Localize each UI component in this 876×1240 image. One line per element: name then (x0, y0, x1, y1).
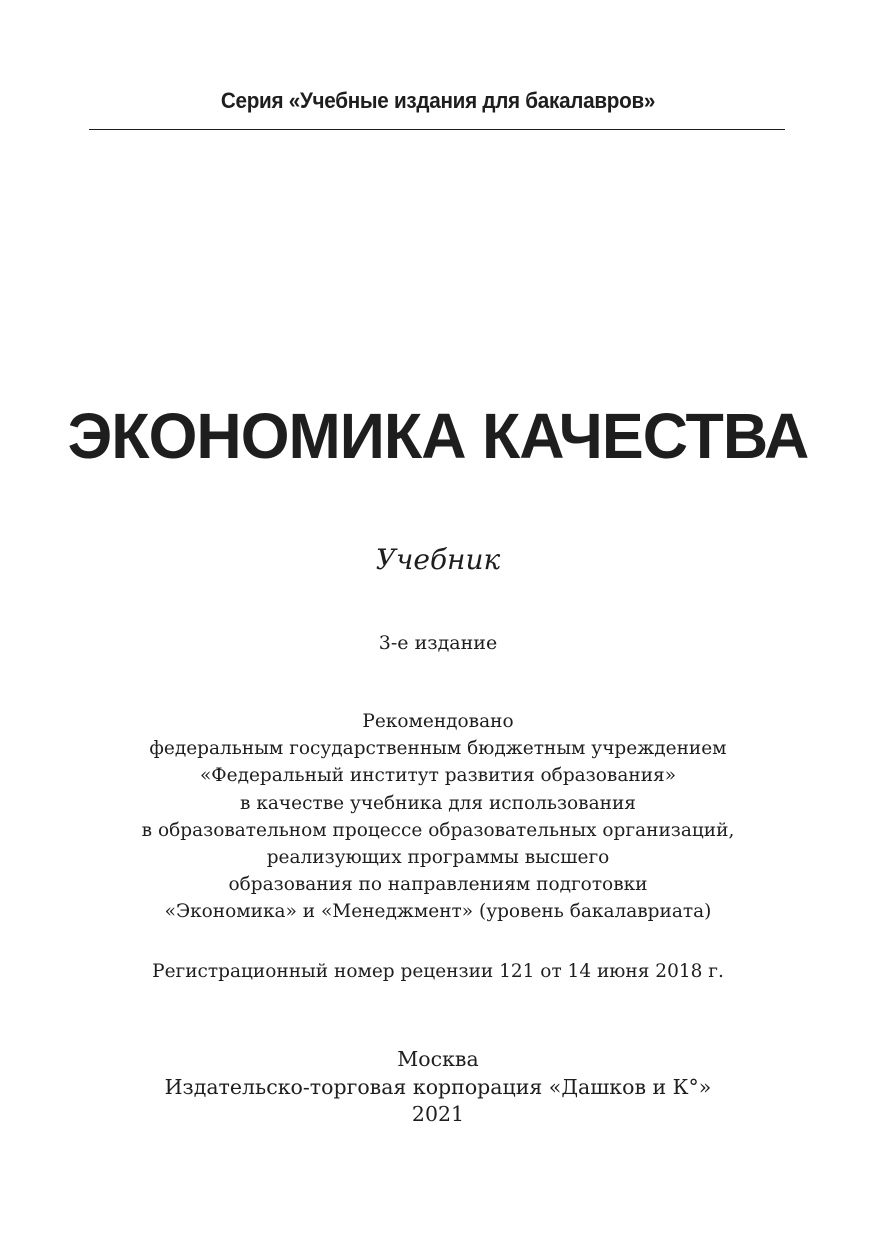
book-type: Учебник (375, 543, 501, 576)
imprint-block (0, 1046, 876, 1129)
recommendation-line: в качестве учебника для использования (240, 792, 636, 814)
series-heading: Серия «Учебные издания для бакалавров» (220, 88, 656, 113)
imprint-year: 2021 (411, 1102, 465, 1126)
recommendation-line: в образовательном процессе образовательных организаций, (141, 819, 735, 841)
recommendation-line: Рекомендовано (362, 711, 514, 732)
header-rule (89, 129, 785, 130)
book-title: ЭКОНОМИКА КАЧЕСТВА (67, 400, 809, 472)
recommendation-line: образования по направлениям подготовки (228, 874, 648, 896)
imprint-publisher: Издательско-торговая корпорация «Дашков и К°» (164, 1074, 712, 1099)
imprint-city: Москва (397, 1047, 479, 1071)
edition-label: 3-е издание (378, 632, 498, 654)
recommendation-block (0, 708, 876, 926)
recommendation-line: реализующих программы высшего (266, 847, 610, 869)
registration-number: Регистрационный номер рецензии 121 от 14 июня 2018 г. (152, 961, 724, 982)
recommendation-line: федеральным государственным бюджетным учреждением (149, 738, 727, 760)
recommendation-line: «Федеральный институт развития образования» (199, 765, 677, 787)
recommendation-line: «Экономика» и «Менеджмент» (уровень бакалавриата) (164, 901, 712, 923)
